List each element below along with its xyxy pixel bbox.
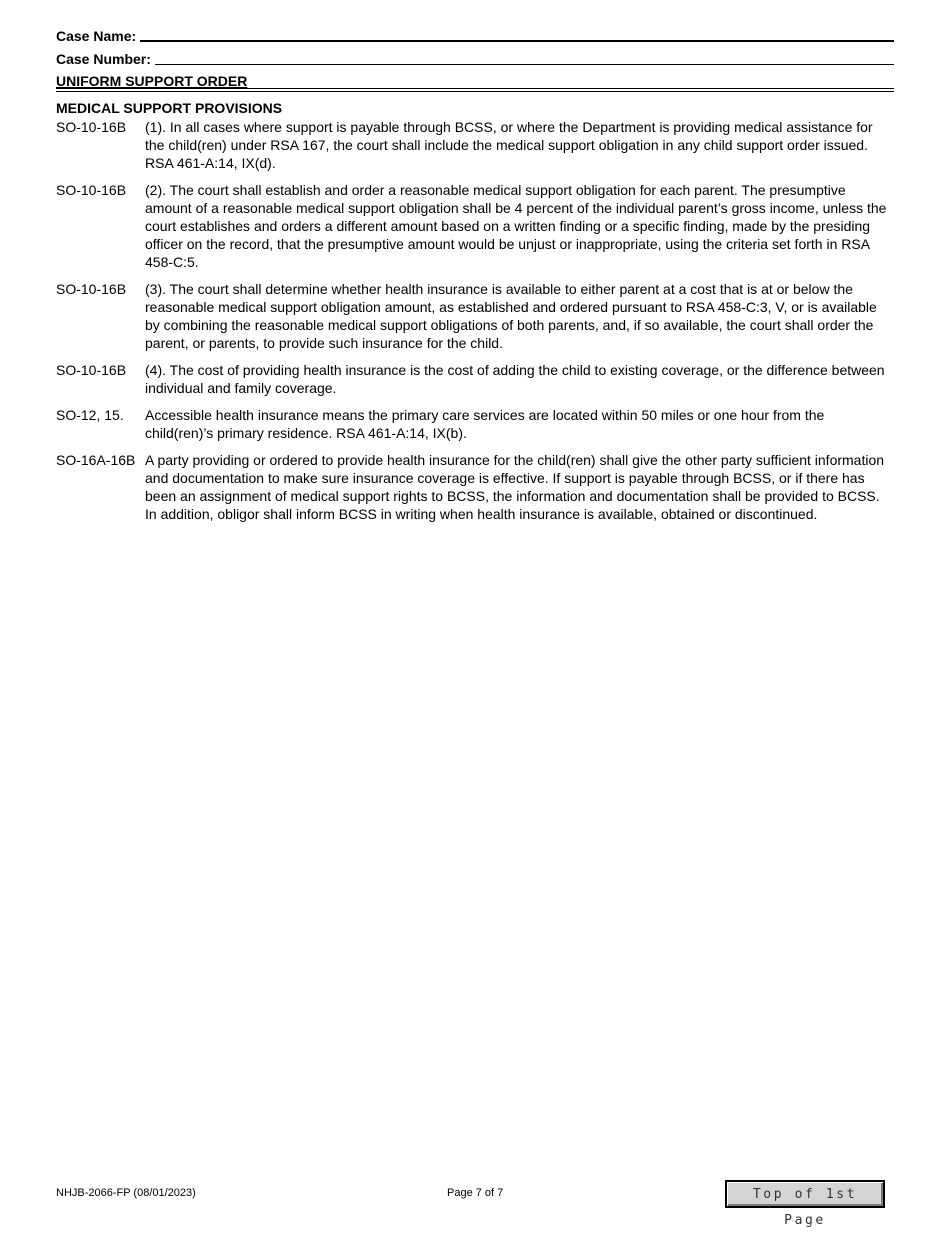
provision-code: SO-10-16B [56,119,127,135]
provision-text: (1). In all cases where support is payable through BCSS, or where the Department is providing medical assistance for the child(ren) under RSA 167, the court shall include the medical support obligation in any child support order issued. RSA 461-A:14, IX(d). [145,119,873,171]
title-divider-bottom [56,91,894,92]
provision-item [56,181,894,271]
provision-code: SO-10-16B [56,281,127,297]
case-number-field [56,51,894,67]
provision-text: Accessible health insurance means the primary care services are located within 50 miles or one hour from the child(ren)’s primary residence. RSA 461-A:14, IX(b). [145,407,825,441]
provision-text: A party providing or ordered to provide health insurance for the child(ren) shall give the other party sufficient information and documentation to make sure insurance coverage is effective. If support is payable through BCSS, or if there has been an assignment of medical support rights to BCSS, the information and documentation shall be provided to BCSS. In addition, obligor shall inform BCSS in writing when health insurance is available, obtained or discontinued. [145,452,885,522]
footer-page-number: Page 7 of 7 [447,1187,504,1199]
provision-item [56,118,894,172]
case-name-label: Case Name: [56,28,137,44]
provision-item [56,280,894,352]
provision-item [56,406,894,442]
provision-text: (2). The court shall establish and order a reasonable medical support obligation for each parent. The presumptive amount of a reasonable medical support obligation shall be 4 percent of the individual parent’s gross income, unless the court establishes and orders a different amount based on a written finding or a specific finding, made by the presiding officer on the record, that the presumptive amount would be unjust or inappropriate, using the criteria set forth in RSA 458-C:5. [145,182,887,270]
provision-text: (4). The cost of providing health insurance is the cost of adding the child to existing coverage, or the difference between individual and family coverage. [145,362,885,396]
provision-item [56,451,894,523]
title-divider-top [56,88,894,89]
provisions-list [56,118,894,532]
case-number-input-line[interactable] [155,64,894,65]
provision-code: SO-10-16B [56,362,127,378]
section-heading: MEDICAL SUPPORT PROVISIONS [56,100,283,116]
case-name-input-line[interactable] [140,40,894,42]
provision-text: (3). The court shall determine whether health insurance is available to either parent at a cost that is at or below the reasonable medical support obligation amount, as established and ordered pursuant to RSA 458-C:3, V, or is available by combining the reasonable medical support obligations of both parents, and, if so available, the court shall order the parent, or parents, to provide such insurance for the child. [145,281,877,351]
provision-code: SO-12, 15. [56,407,124,423]
form-title: UNIFORM SUPPORT ORDER [56,73,248,89]
provision-code: SO-16A-16B [56,452,136,468]
case-number-label: Case Number: [56,51,151,67]
footer-form-id: NHJB-2066-FP (08/01/2023) [56,1187,196,1199]
top-of-first-page-button[interactable]: Top of 1st Page [725,1180,885,1208]
case-name-field [56,28,894,44]
provision-item [56,361,894,397]
provision-code: SO-10-16B [56,182,127,198]
